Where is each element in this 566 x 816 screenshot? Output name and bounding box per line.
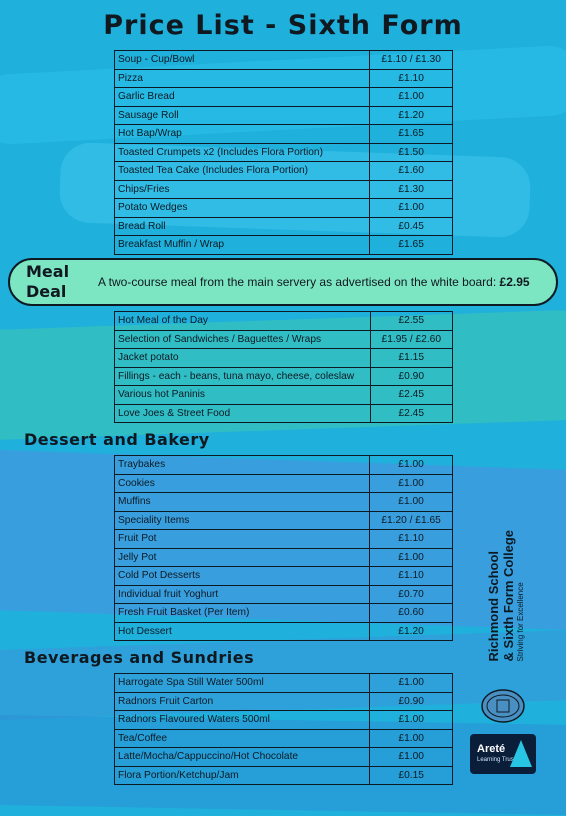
item-name: Flora Portion/Ketchup/Jam <box>115 766 370 785</box>
page-title: Price List - Sixth Form <box>103 10 463 41</box>
item-name: Fruit Pot <box>115 530 370 549</box>
arete-trust-logo <box>470 734 536 774</box>
item-price: £1.50 <box>370 143 453 162</box>
table-row <box>115 530 453 549</box>
meal-deal-price: £2.95 <box>499 275 530 289</box>
table-row <box>115 349 453 368</box>
item-name: Traybakes <box>115 456 370 475</box>
item-name: Fillings - each - beans, tuna mayo, cheese, coleslaw <box>115 367 371 386</box>
table-row <box>115 456 453 475</box>
item-name: Sausage Roll <box>115 106 370 125</box>
table-row <box>115 125 453 144</box>
item-name: Bread Roll <box>115 217 370 236</box>
table-row <box>115 217 453 236</box>
item-price: £1.00 <box>370 199 453 218</box>
item-name: Hot Bap/Wrap <box>115 125 370 144</box>
item-price: £1.10 <box>370 530 453 549</box>
item-price: £0.45 <box>370 217 453 236</box>
item-name: Radnors Fruit Carton <box>115 692 370 711</box>
item-price: £1.00 <box>370 474 453 493</box>
item-name: Various hot Paninis <box>115 386 371 405</box>
item-name: Harrogate Spa Still Water 500ml <box>115 674 370 693</box>
item-price: £1.20 <box>370 106 453 125</box>
item-name: Cookies <box>115 474 370 493</box>
meal-deal-banner <box>8 258 558 306</box>
table-row <box>115 711 453 730</box>
item-price: £1.00 <box>370 493 453 512</box>
item-name: Jelly Pot <box>115 548 370 567</box>
table-row <box>115 180 453 199</box>
school-name: Richmond School <box>486 550 501 662</box>
table-row <box>115 474 453 493</box>
item-price: £1.30 <box>370 180 453 199</box>
item-price: £1.65 <box>370 236 453 255</box>
menu-table-meals <box>114 311 453 423</box>
item-price: £1.00 <box>370 674 453 693</box>
table-row <box>115 367 453 386</box>
dessert-table <box>114 455 453 641</box>
item-price: £1.00 <box>370 88 453 107</box>
table-row <box>115 199 453 218</box>
table-row <box>115 69 453 88</box>
beverages-table <box>114 673 453 785</box>
item-price: £1.15 <box>370 349 452 368</box>
table-row <box>115 692 453 711</box>
item-price: £1.20 <box>370 622 453 641</box>
item-price: £0.15 <box>370 766 453 785</box>
dessert-heading: Dessert and Bakery <box>24 430 210 449</box>
item-price: £1.60 <box>370 162 453 181</box>
item-name: Selection of Sandwiches / Baguettes / Wraps <box>115 330 371 349</box>
item-price: £2.45 <box>370 404 452 423</box>
school-tagline: Striving for Excellence <box>516 582 525 662</box>
item-price: £1.00 <box>370 456 453 475</box>
item-price: £1.10 <box>370 567 453 586</box>
item-name: Pizza <box>115 69 370 88</box>
school-name-line2: & Sixth Form College <box>501 530 516 662</box>
table-row <box>115 567 453 586</box>
table-row <box>115 585 453 604</box>
table-row <box>115 493 453 512</box>
item-price: £1.10 / £1.30 <box>370 51 453 70</box>
table-row <box>115 404 453 423</box>
arete-mark-icon <box>510 740 532 767</box>
arete-sub: Learning Trust <box>477 757 516 763</box>
item-price: £1.00 <box>370 729 453 748</box>
item-name: Tea/Coffee <box>115 729 370 748</box>
item-name: Hot Meal of the Day <box>115 312 371 331</box>
item-price: £0.60 <box>370 604 453 623</box>
item-name: Cold Pot Desserts <box>115 567 370 586</box>
item-name: Fresh Fruit Basket (Per Item) <box>115 604 370 623</box>
table-row <box>115 748 453 767</box>
table-row <box>115 766 453 785</box>
school-crest-icon <box>480 688 526 724</box>
school-logo-text <box>486 530 525 661</box>
item-name: Speciality Items <box>115 511 370 530</box>
item-name: Breakfast Muffin / Wrap <box>115 236 370 255</box>
item-name: Potato Wedges <box>115 199 370 218</box>
item-price: £0.90 <box>370 692 453 711</box>
table-row <box>115 162 453 181</box>
item-name: Garlic Bread <box>115 88 370 107</box>
item-price: £2.45 <box>370 386 452 405</box>
table-row <box>115 88 453 107</box>
meal-deal-description: A two-course meal from the main servery as advertised on the white board: £2.95 <box>98 275 530 289</box>
item-name: Individual fruit Yoghurt <box>115 585 370 604</box>
table-row <box>115 106 453 125</box>
item-name: Soup - Cup/Bowl <box>115 51 370 70</box>
item-name: Toasted Crumpets x2 (Includes Flora Portion) <box>115 143 370 162</box>
item-name: Toasted Tea Cake (Includes Flora Portion) <box>115 162 370 181</box>
item-name: Jacket potato <box>115 349 371 368</box>
item-price: £1.65 <box>370 125 453 144</box>
table-row <box>115 548 453 567</box>
table-row <box>115 729 453 748</box>
table-row <box>115 674 453 693</box>
table-row <box>115 386 453 405</box>
item-price: £1.00 <box>370 548 453 567</box>
item-name: Chips/Fries <box>115 180 370 199</box>
meal-deal-label: Meal Deal <box>26 262 70 301</box>
item-price: £1.20 / £1.65 <box>370 511 453 530</box>
item-price: £1.95 / £2.60 <box>370 330 452 349</box>
item-name: Hot Dessert <box>115 622 370 641</box>
beverages-heading: Beverages and Sundries <box>24 648 255 667</box>
table-row <box>115 511 453 530</box>
item-name: Muffins <box>115 493 370 512</box>
item-price: £2.55 <box>370 312 452 331</box>
table-row <box>115 312 453 331</box>
menu-table-main <box>114 50 453 255</box>
item-price: £0.90 <box>370 367 452 386</box>
table-row <box>115 330 453 349</box>
item-name: Love Joes & Street Food <box>115 404 371 423</box>
item-price: £0.70 <box>370 585 453 604</box>
item-name: Radnors Flavoured Waters 500ml <box>115 711 370 730</box>
item-price: £1.00 <box>370 748 453 767</box>
table-row <box>115 51 453 70</box>
item-price: £1.10 <box>370 69 453 88</box>
item-price: £1.00 <box>370 711 453 730</box>
table-row <box>115 604 453 623</box>
item-name: Latte/Mocha/Cappuccino/Hot Chocolate <box>115 748 370 767</box>
arete-name: Areté <box>477 743 506 755</box>
table-row <box>115 622 453 641</box>
table-row <box>115 143 453 162</box>
table-row <box>115 236 453 255</box>
